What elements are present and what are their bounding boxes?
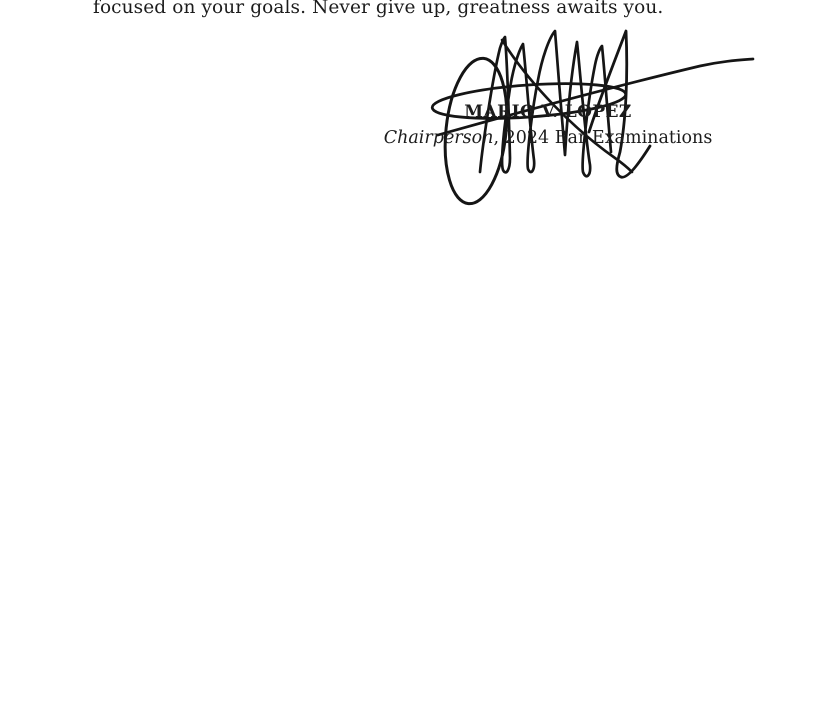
signatory-title [368, 125, 728, 151]
signatory-title-detail: , 2024 Bar Examinations [493, 128, 713, 148]
signature-block [368, 99, 728, 151]
signatory-title-role: Chairperson [383, 128, 494, 148]
body-paragraph-line: focused on your goals. Never give up, greatness awaits you. [93, 0, 664, 18]
signatory-name: MARIO V. LOPEZ [464, 102, 632, 122]
